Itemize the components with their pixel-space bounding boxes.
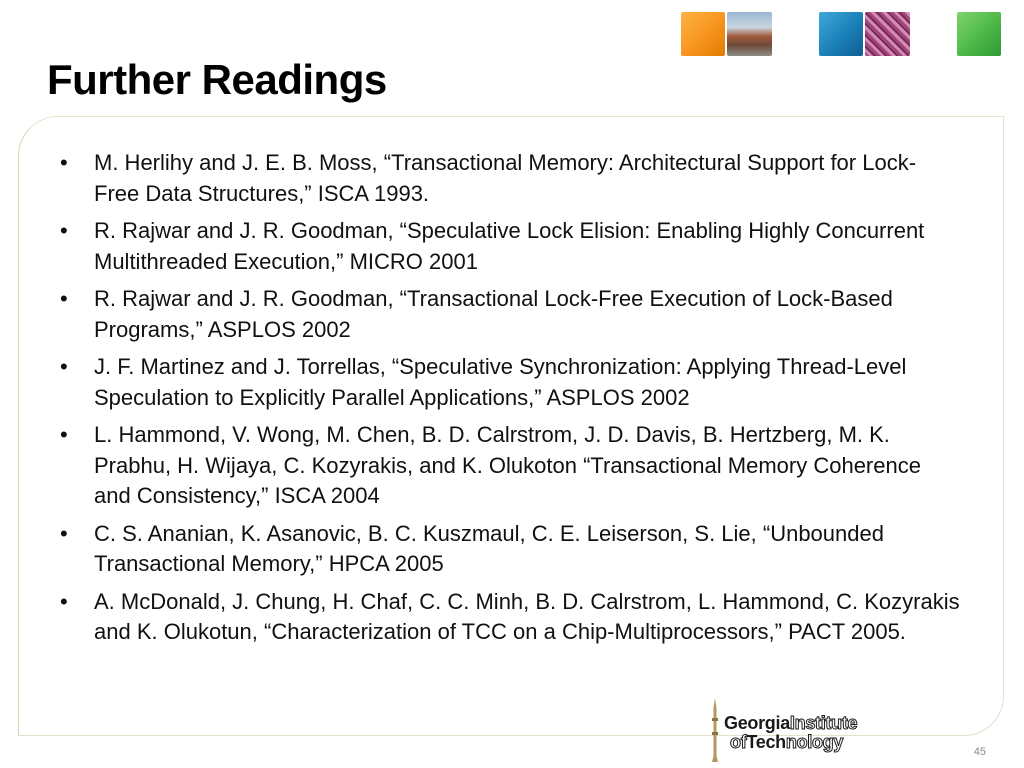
- tower-spire-icon: [710, 698, 720, 762]
- logo-wordmark: [724, 714, 857, 752]
- logo-word-tech: Tech: [746, 732, 786, 752]
- page-number: 45: [973, 746, 986, 758]
- reference-item: • J. F. Martinez and J. Torrellas, “Speculative Synchronization: Applying Thread-Level Speculation to Explicitly Parallel Applications,” ASPLOS 2002: [60, 352, 960, 413]
- logo-word-institute: Institute: [789, 713, 858, 733]
- circuit-photo-thumbnail: [865, 12, 910, 56]
- logo-word-nology: nology: [785, 732, 844, 752]
- reference-item: • M. Herlihy and J. E. B. Moss, “Transactional Memory: Architectural Support for Lock-Free Data Structures,” ISCA 1993.: [60, 148, 960, 209]
- reference-item: • A. McDonald, J. Chung, H. Chaf, C. C. Minh, B. D. Calrstrom, L. Hammond, C. Kozyrakis and K. Olukotun, “Characterization of TCC on a Chip-Multiprocessors,” PACT 2005.: [60, 587, 960, 648]
- campus-photo-thumbnail: [727, 12, 772, 56]
- orange-square-decoration: [681, 12, 725, 56]
- georgia-tech-logo: [710, 698, 910, 762]
- green-square-decoration: [957, 12, 1001, 56]
- reference-item: • C. S. Ananian, K. Asanovic, B. C. Kuszmaul, C. E. Leiserson, S. Lie, “Unbounded Transactional Memory,” HPCA 2005: [60, 519, 960, 580]
- logo-word-georgia: Georgia: [724, 713, 790, 733]
- reference-item: • R. Rajwar and J. R. Goodman, “Transactional Lock-Free Execution of Lock-Based Programs,” ASPLOS 2002: [60, 284, 960, 345]
- reference-item: • R. Rajwar and J. R. Goodman, “Speculative Lock Elision: Enabling Highly Concurrent Multithreaded Execution,” MICRO 2001: [60, 216, 960, 277]
- logo-word-of: of: [730, 732, 747, 752]
- header-thumbnail-strip: [0, 12, 1024, 58]
- reference-item: • L. Hammond, V. Wong, M. Chen, B. D. Calrstrom, J. D. Davis, B. Hertzberg, M. K. Prabhu, H. Wijaya, C. Kozyrakis, and K. Olukoton “Transactional Memory Coherence and Consistency,” ISCA 2004: [60, 420, 960, 512]
- slide-title: Further Readings: [47, 56, 387, 103]
- blue-square-decoration: [819, 12, 863, 56]
- reference-list: [60, 148, 960, 655]
